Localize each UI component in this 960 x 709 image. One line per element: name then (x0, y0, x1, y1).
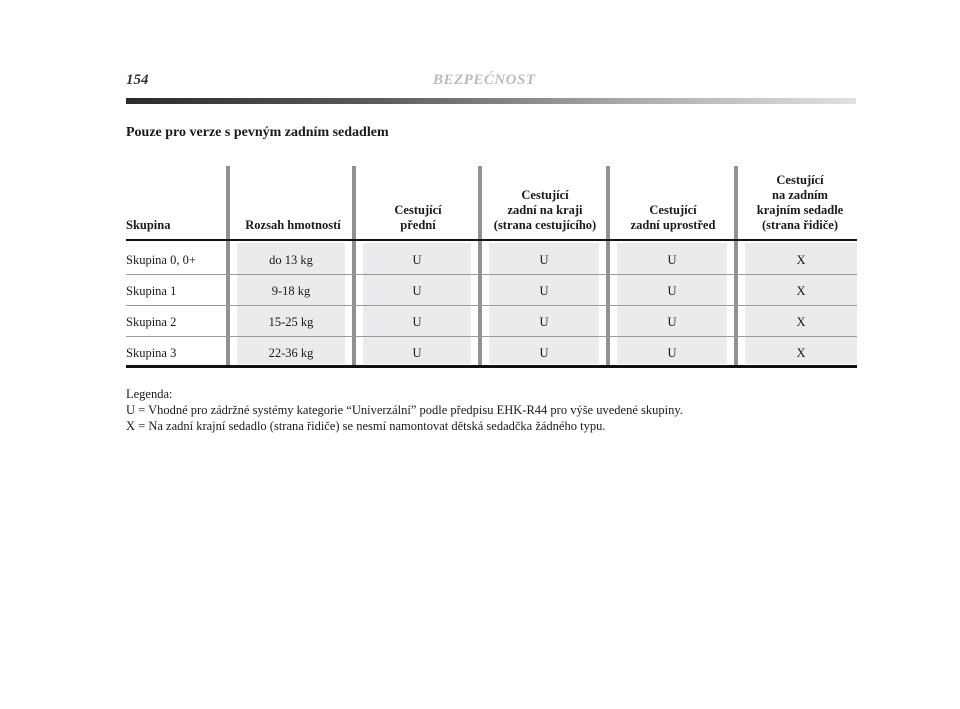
page-number: 154 (126, 72, 149, 88)
legend (126, 386, 683, 434)
table-cell: 9-18 kg (271, 284, 311, 298)
table-cell: U (667, 284, 677, 298)
table-subtitle: Pouze pro verze s pevným zadním sedadlem (126, 125, 389, 140)
column-header-group: Skupina (126, 218, 171, 232)
table-cell: U (539, 346, 549, 360)
table-cell: U (412, 284, 422, 298)
table-cell: U (412, 346, 422, 360)
table-cell: U (539, 253, 549, 267)
column-header-rear-middle: Cestující zadní uprostřed (630, 203, 716, 232)
table-cell: X (796, 346, 806, 360)
column-header-front-passenger: Cestující přední (394, 203, 442, 232)
table-cell: U (667, 346, 677, 360)
table-cell: Skupina 0, 0+ (126, 253, 196, 267)
table-cell: do 13 kg (269, 253, 313, 267)
column-header-rear-outer-driver-side: Cestující na zadním krajním sedadle (strana řidiče) (756, 173, 844, 232)
legend-title: Legenda: (126, 387, 173, 401)
legend-line-x: X = Na zadní krajní sedadlo (strana řidiče) se nesmí namontovat dětská sedadčka žádného typu. (126, 419, 606, 433)
table-cell: U (667, 253, 677, 267)
row-divider (126, 274, 857, 275)
table-cell: 22-36 kg (268, 346, 314, 360)
column-header-rear-outer-passenger-side: Cestující zadní na kraji (strana cestujícího) (493, 188, 597, 232)
table-cell: 15-25 kg (268, 315, 314, 329)
section-title: BEZPEĆNOST (433, 72, 536, 88)
table-cell: U (412, 253, 422, 267)
header-rule (126, 98, 856, 104)
table-top-rule (126, 239, 857, 241)
table-cell: Skupina 1 (126, 284, 177, 298)
legend-line-u: U = Vhodné pro zádržné systémy kategorie “Univerzální” podle předpisu EHK-R44 pro výše uvedené skupiny. (126, 403, 683, 417)
row-divider (126, 336, 857, 337)
table-cell: Skupina 2 (126, 315, 177, 329)
row-divider (126, 305, 857, 306)
table-cell: X (796, 284, 806, 298)
table-cell: X (796, 315, 806, 329)
table-bottom-rule (126, 365, 857, 368)
table-cell: Skupina 3 (126, 346, 177, 360)
column-header-weight: Rozsah hmotností (245, 218, 341, 232)
table-cell: U (539, 284, 549, 298)
table-cell: U (539, 315, 549, 329)
table-cell: X (796, 253, 806, 267)
table-cell: U (667, 315, 677, 329)
table-cell: U (412, 315, 422, 329)
child-seat-table (126, 166, 857, 370)
